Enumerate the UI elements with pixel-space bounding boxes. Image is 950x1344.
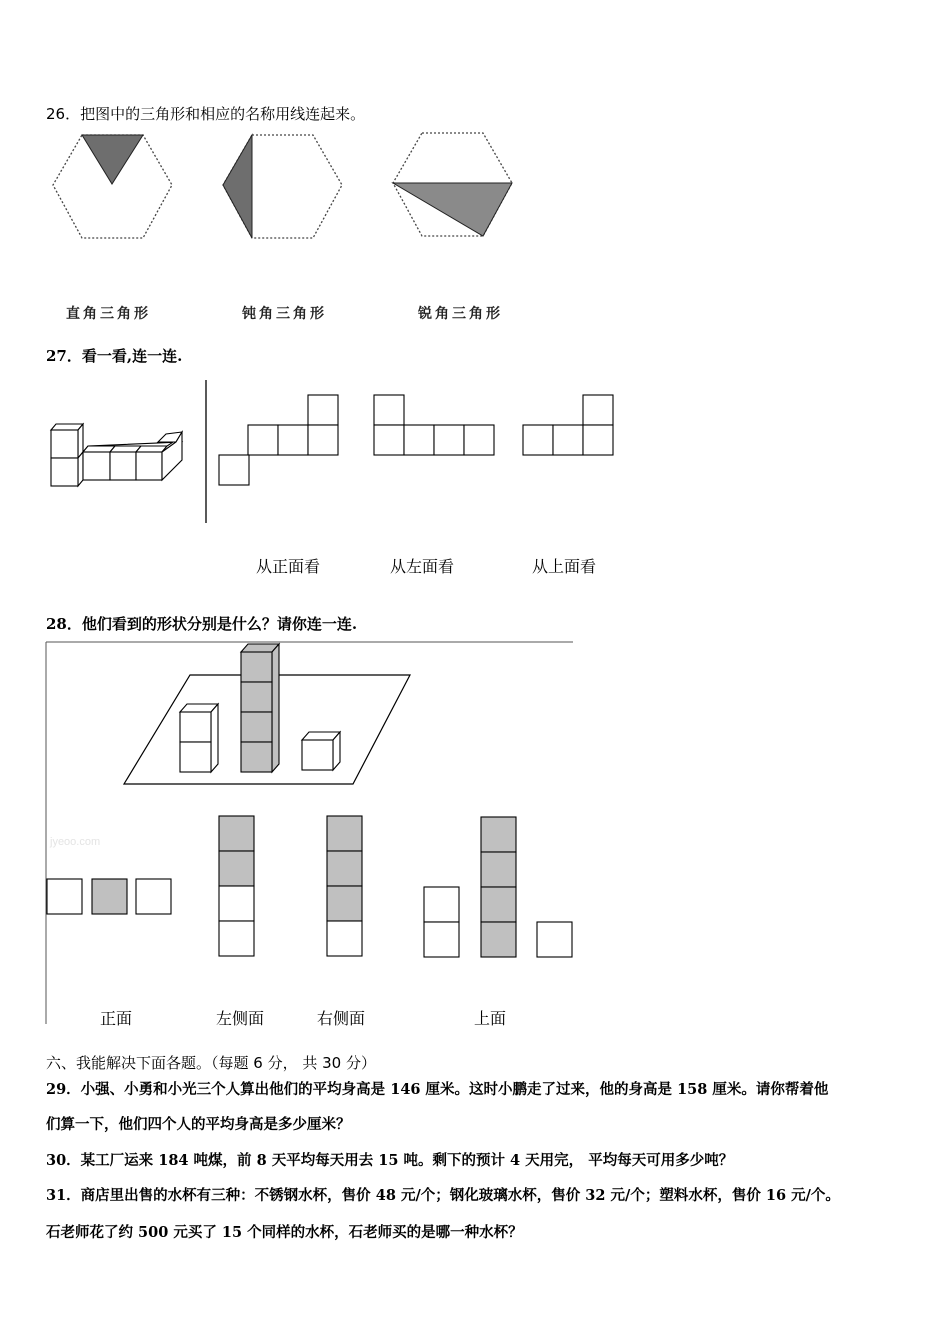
q31-line-1: 31．商店里出售的水杯有三种：不锈钢水杯，售价 48 元/个；钢化玻璃水杯，售价 32 元/个；塑料水杯，售价 16 元/个。 bbox=[46, 1187, 840, 1204]
cube-solid-3d bbox=[48, 420, 188, 490]
label-acute-triangle: 锐角三角形 bbox=[418, 306, 503, 322]
label-top-view: 从上面看 bbox=[532, 559, 597, 576]
section-6-heading: 六、我能解决下面各题。（每题 6 分， 共 30 分） bbox=[46, 1054, 376, 1072]
stacked-blocks-scene bbox=[120, 642, 415, 790]
divider-line bbox=[204, 380, 208, 525]
label-left-view: 从左面看 bbox=[390, 559, 455, 576]
option-column-left-side bbox=[218, 815, 256, 957]
hexagon-figure-3 bbox=[390, 130, 515, 240]
label-obtuse-triangle: 钝角三角形 bbox=[242, 306, 327, 322]
q29-line-2: 们算一下，他们四个人的平均身高是多少厘米？ bbox=[46, 1116, 351, 1133]
option-column-right-side bbox=[326, 815, 364, 957]
q29-line-1: 29．小强、小勇和小光三个人算出他们的平均身高是 146 厘米。这时小鹏走了过来，他的身高是 158 厘米。请你帮着他 bbox=[46, 1081, 829, 1098]
option-row-front bbox=[46, 878, 174, 916]
view-option-2 bbox=[373, 394, 497, 456]
hexagon-figure-2 bbox=[220, 132, 345, 242]
label-front: 正面 bbox=[100, 1011, 133, 1028]
label-right-triangle: 直角三角形 bbox=[66, 306, 151, 322]
label-front-view: 从正面看 bbox=[256, 559, 321, 576]
label-left-side: 左侧面 bbox=[216, 1011, 265, 1028]
hexagon-figure-1 bbox=[50, 132, 175, 242]
option-group-top bbox=[423, 816, 575, 958]
q30-line-1: 30．某工厂运来 184 吨煤，前 8 天平均每天用去 15 吨。剩下的预计 4 天用完， 平均每天可用多少吨？ bbox=[46, 1152, 734, 1169]
view-option-1 bbox=[218, 394, 340, 486]
q27-text: 27．看一看,连一连. bbox=[46, 347, 183, 365]
label-top: 上面 bbox=[474, 1011, 507, 1028]
label-right-side: 右侧面 bbox=[317, 1011, 366, 1028]
view-option-3 bbox=[521, 394, 615, 456]
watermark-text: jyeoo.com bbox=[50, 836, 101, 848]
q28-text: 28．他们看到的形状分别是什么？请你连一连. bbox=[46, 615, 358, 633]
q31-line-2: 石老师花了约 500 元买了 15 个同样的水杯，石老师买的是哪一种水杯？ bbox=[46, 1224, 523, 1241]
q26-text: 26．把图中的三角形和相应的名称用线连起来。 bbox=[46, 105, 366, 123]
